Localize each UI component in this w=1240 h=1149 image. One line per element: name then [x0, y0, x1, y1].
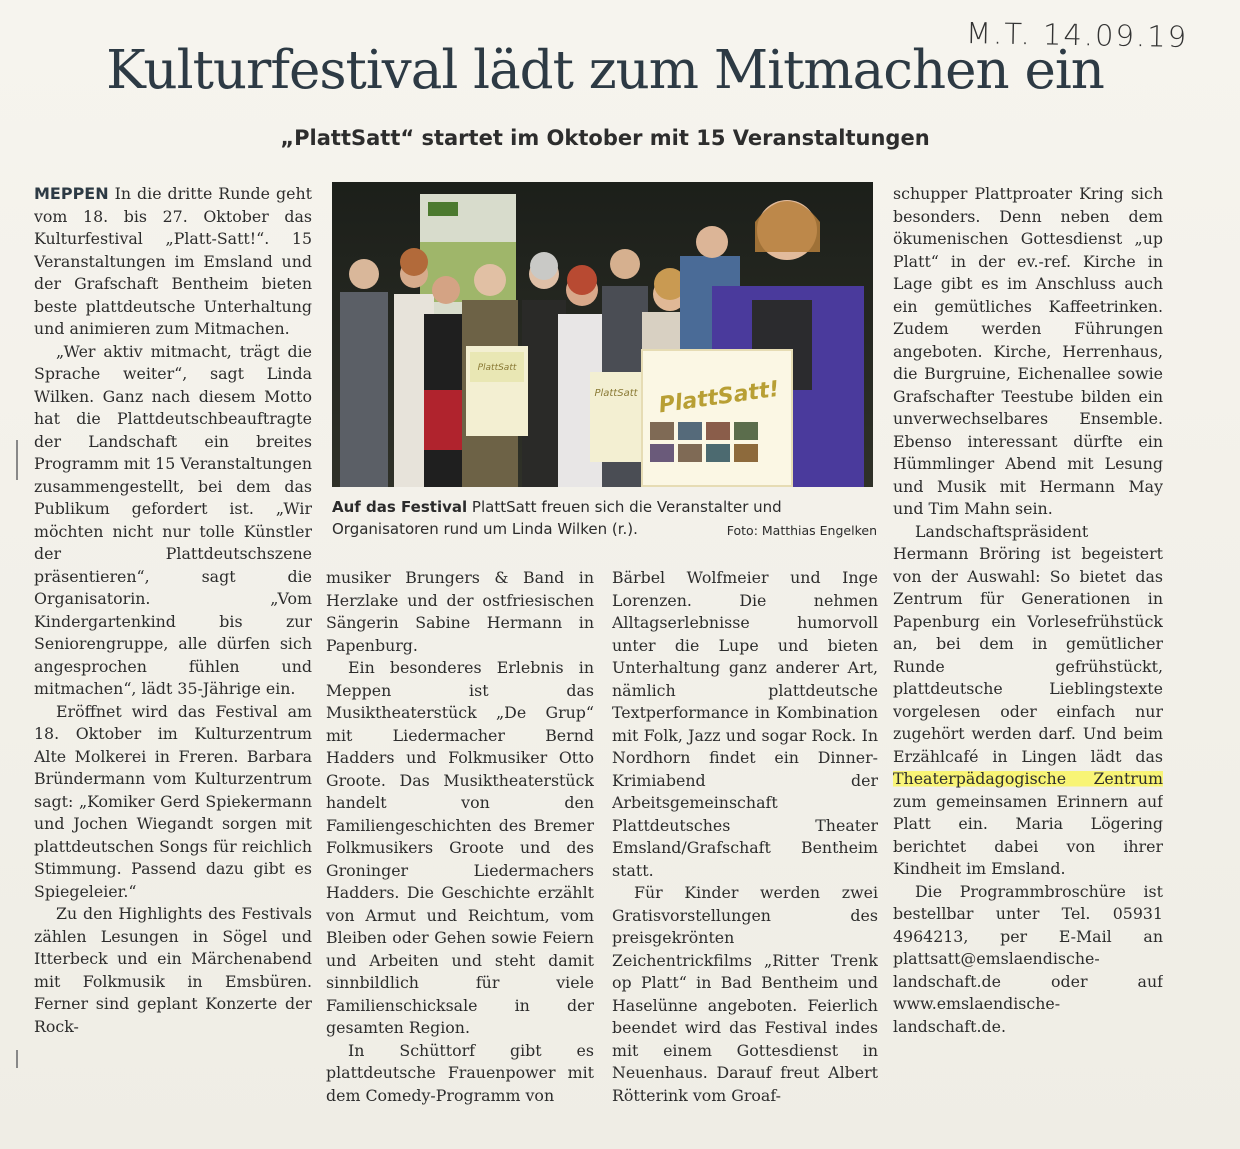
article-paragraph: Ein besonderes Erlebnis in Meppen ist das Musiktheaterstück „De Grup“ mit Liedermacher Bernd Hadders und Folkmusiker Otto Groote. Das Musiktheaterstück handelt von den Familiengeschichten des Bremer Folkmusikers Groote und des Groninger Liedermachers Hadders. Die Geschichte erzählt von Armut und Reichtum, vom Bleiben oder Gehen sowie Feiern und Arbeiten und steht damit sinnbildlich für viele Familienschicksale in der gesamten Region. [326, 658, 594, 1037]
dateline: MEPPEN [34, 184, 109, 203]
article-paragraph: Eröffnet wird das Festival am 18. Oktober im Kulturzentrum Alte Molkerei in Freren. Barbara Bründermann vom Kulturzentrum sagt: „Komiker Gerd Spiekermann und Jochen Wiegandt sorgen mit plattdeutschen Songs für reichlich Stimmung. Passend dazu gibt es Spiegeleier.“ [34, 701, 312, 901]
article-paragraph: schupper Plattproater Kring sich besonders. Denn neben dem ökumenischen Gottesdienst „up Platt“ in der ev.-ref. Kirche in Lage gibt es im Anschluss auch ein gemütliches Kaffeetrinken. Zudem werden Führungen angeboten. Kirche, Herrenhaus, die Burgruine, Eichenallee sowie Grafschafter Teestube bilden ein unverwechselbares Ensemble. Ebenso interessant dürfte ein Hümmlinger Abend mit Lesung und Musik mit Hermann May und Tim Mahn sein. [893, 184, 1163, 518]
article-paragraph: Landschaftspräsident Hermann Bröring ist begeistert von der Auswahl: So bietet das Zentrum für Generationen in Papenburg ein Vorlesefrühstück an, bei dem in gemütlicher Runde gefrühstückt, plattdeutsche Lieblingstexte vorgelesen oder einfach nur zugehört werden darf. Und beim Erzählcafé in Lingen lädt das Theaterpädagogische Zentrum zum gemeinsamen Erinnern auf Platt ein. Maria Lögering berichtet dabei von ihrer Kindheit im Emsland. [893, 521, 1163, 878]
group-photo [332, 182, 873, 487]
article-paragraph: Zu den Highlights des Festivals zählen Lesungen in Sögel und Itterbeck und ein Märchenabend mit Folkmusik in Emsbüren. Ferner sind geplant Konzerte der Rock- [34, 904, 312, 1036]
caption-text: PlattSatt freuen sich die Veranstalter und Organisatoren rund um Linda Wilken (r.). [332, 498, 782, 538]
margin-mark [16, 1050, 18, 1068]
handwritten-date-note: M.T. 14.09.19 [965, 16, 1189, 54]
caption-lead: Auf das Festival [332, 498, 468, 516]
article-subheadline: „PlattSatt“ startet im Oktober mit 15 Veranstaltungen [280, 126, 930, 150]
article-column-1 [34, 183, 312, 1123]
article-paragraph: Bärbel Wolfmeier und Inge Lorenzen. Die nehmen Alltagserlebnisse humorvoll unter die Lupe und bieten Unterhaltung ganz anderer Art, nämlich plattdeutsche Textperformance in Kombination mit Folk, Jazz und sogar Rock. In Nordhorn findet ein Dinner-Krimiabend der Arbeitsgemeinschaft Plattdeutsches Theater Emsland/Grafschaft Bentheim statt. [612, 568, 878, 880]
article-column-3 [612, 567, 878, 1127]
photo-caption [332, 496, 877, 542]
article-paragraph: MEPPEN In die dritte Runde geht vom 18. bis 27. Oktober das Kulturfestival „Platt-Satt!“. 15 Veranstaltungen im Emsland und der Grafschaft Bentheim bieten beste plattdeutsche Unterhaltung und animieren zum Mitmachen. [34, 184, 312, 338]
poster-title: PlattSatt! [657, 376, 781, 419]
poster-text-small: PlattSatt [477, 363, 517, 373]
photo-credit: Foto: Matthias Engelken [726, 523, 877, 538]
poster-text-small: PlattSatt [594, 388, 638, 399]
article-paragraph: In Schüttorf gibt es plattdeutsche Frauenpower mit dem Comedy-Programm von [326, 1040, 594, 1105]
article-paragraph: „Wer aktiv mitmacht, trägt die Sprache weiter“, sagt Linda Wilken. Ganz nach diesem Motto hat die Plattdeutschbeauftragte der Landschaft ein breites Programm mit 15 Veranstaltungen zusammengestellt, bei dem das Publikum gefordert ist. „Wir möchten nicht nur tolle Künstler der Plattdeutschszene präsentieren“, sagt die Organisatorin. „Vom Kindergartenkind bis zur Seniorengruppe, alle dürfen sich angesprochen fühlen und mitmachen“, lädt 35-Jährige ein. [34, 341, 312, 698]
article-paragraph: Für Kinder werden zwei Gratisvorstellungen des preisgekrönten Zeichentrickfilms „Ritter Trenk op Platt“ in Bad Bentheim und Haselünne angeboten. Feierlich beendet wird das Festival indes mit einem Gottesdienst in Neuenhaus. Darauf freut Albert Rötterink vom Groaf- [612, 883, 878, 1105]
article-paragraph: Die Programmbroschüre ist bestellbar unter Tel. 05931 4964213, per E-Mail an plattsatt@emslaendische-landschaft.de oder auf www.emslaendische-landschaft.de. [893, 881, 1163, 1036]
article-headline: Kulturfestival lädt zum Mitmachen ein [106, 40, 1104, 101]
highlighted-text: Theaterpädagogische Zentrum [893, 769, 1163, 788]
article-paragraph: musiker Brungers & Band in Herzlake und der ostfriesischen Sängerin Sabine Hermann in Papenburg. [326, 568, 594, 655]
margin-mark [16, 440, 18, 480]
article-column-4 [893, 183, 1163, 1123]
article-column-2 [326, 567, 594, 1127]
